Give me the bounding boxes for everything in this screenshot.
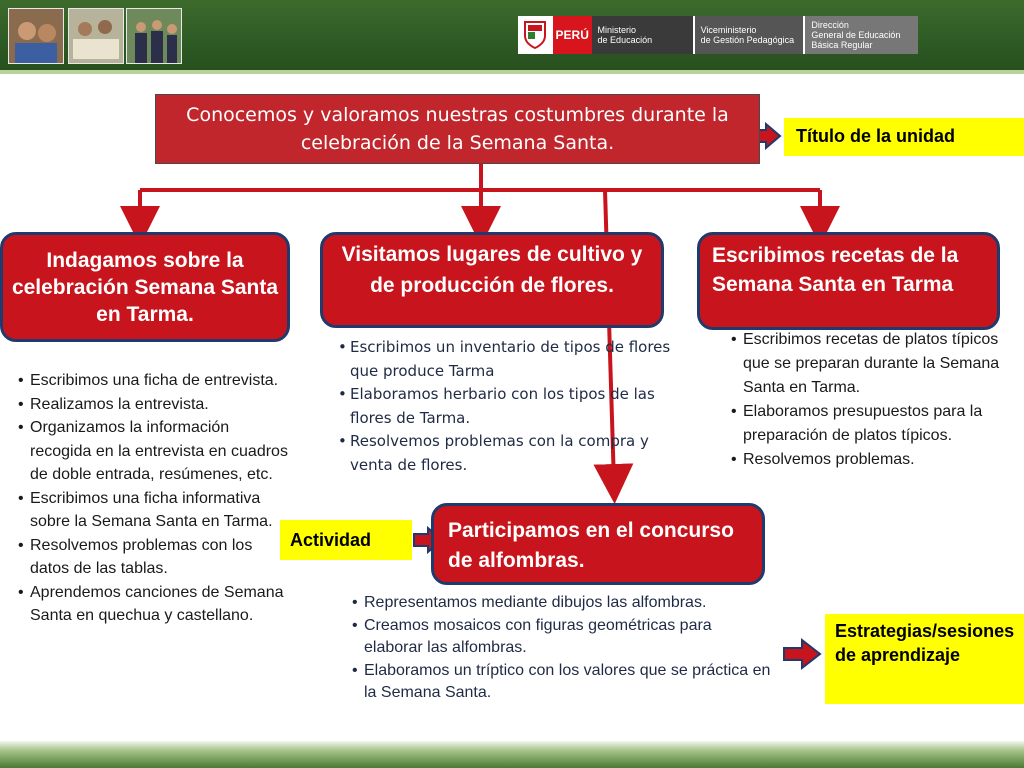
list-item: • Resolvemos problemas con la compra y venta de flores. <box>338 430 684 477</box>
gov-direction: Dirección General de Educación Básica Regular <box>805 16 918 54</box>
escribimos-strategy-list <box>731 328 1021 472</box>
list-item: • Resolvemos problemas con los datos de las tablas. <box>18 534 290 581</box>
list-item: • Elaboramos herbario con los tipos de las flores de Tarma. <box>338 383 684 430</box>
strategies-arrow-icon <box>784 640 820 668</box>
unit-title-box: Conocemos y valoramos nuestras costumbres durante la celebración de la Semana Santa. <box>155 94 760 164</box>
activity-label: Actividad <box>280 520 412 560</box>
participamos-strategy-list <box>352 592 772 705</box>
gov-ministry: Ministerio de Educación <box>592 16 693 54</box>
gov-peru-label: PERÚ <box>553 16 592 54</box>
footer-bar <box>0 741 1024 768</box>
gov-viceministry: Viceministerio de Gestión Pedagógica <box>695 16 804 54</box>
visitamos-strategy-list <box>338 336 684 477</box>
list-item: • Resolvemos problemas. <box>731 448 1021 472</box>
list-item: • Realizamos la entrevista. <box>18 393 290 417</box>
list-item: • Escribimos recetas de platos típicos que se preparan durante la Semana Santa en Tarma. <box>731 328 1021 400</box>
list-item: • Organizamos la información recogida en la entrevista en cuadros de doble entrada, resúmenes, etc. <box>18 416 290 487</box>
list-item: • Elaboramos presupuestos para la preparación de platos típicos. <box>731 400 1021 448</box>
list-item: • Elaboramos un tríptico con los valores que se práctica en la Semana Santa. <box>352 660 772 705</box>
list-item: • Escribimos una ficha de entrevista. <box>18 369 290 393</box>
strategies-label: Estrategias/sesiones de aprendizaje <box>825 614 1024 704</box>
activity-participamos-box: Participamos en el concurso de alfombras. <box>431 503 765 585</box>
list-item: • Creamos mosaicos con figuras geométricas para elaborar las alfombras. <box>352 615 772 660</box>
activity-indagamos-box: Indagamos sobre la celebración Semana Santa en Tarma. <box>0 232 290 342</box>
indagamos-strategy-list <box>18 369 290 628</box>
list-item: • Escribimos un inventario de tipos de flores que produce Tarma <box>338 336 684 383</box>
list-item: • Aprendemos canciones de Semana Santa en quechua y castellano. <box>18 581 290 628</box>
list-item: • Representamos mediante dibujos las alfombras. <box>352 592 772 615</box>
unit-title-label: Título de la unidad <box>784 118 1024 156</box>
activity-escribimos-box: Escribimos recetas de la Semana Santa en Tarma <box>697 232 1000 330</box>
list-item: • Escribimos una ficha informativa sobre la Semana Santa en Tarma. <box>18 487 290 534</box>
activity-visitamos-box: Visitamos lugares de cultivo y de producción de flores. <box>320 232 664 328</box>
